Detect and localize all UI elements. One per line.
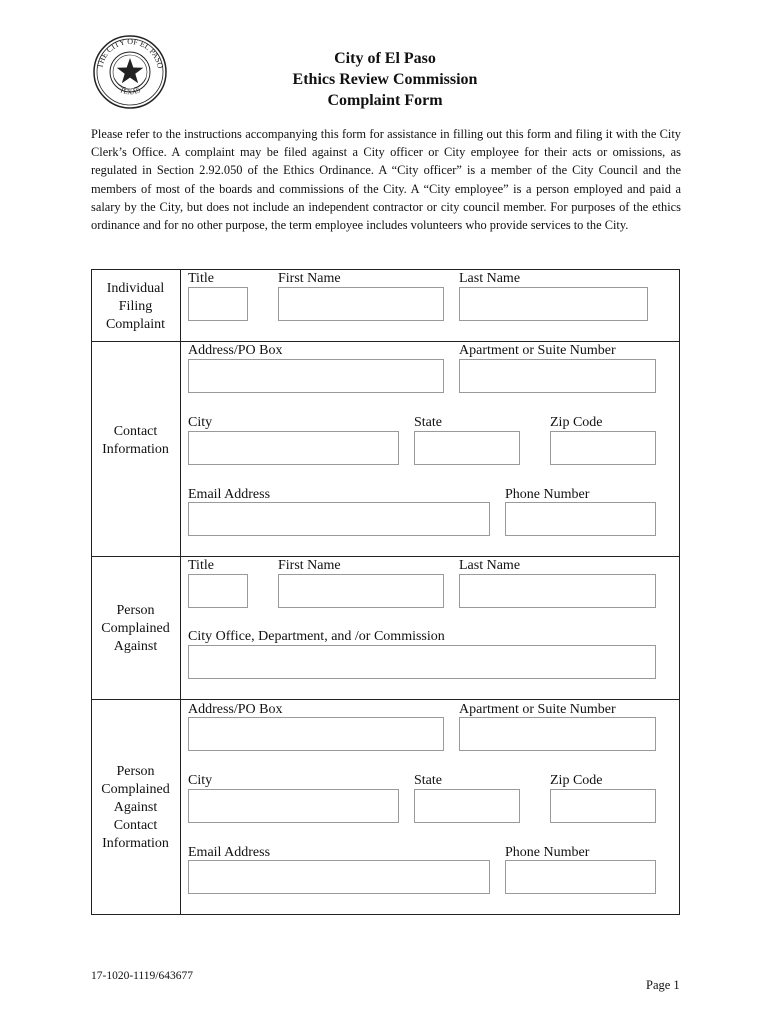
against-title-field[interactable]	[188, 574, 248, 608]
intro-paragraph: Please refer to the instructions accompanying this form for assistance in filling out this form and filing it with the City Clerk’s Office. A complaint may be filed against a City officer or City employee for their acts or omissions, as regulated in Section 2.92.050 of the Ethics Ordinance. A “City officer” is a member of the City Council and the members of most of the boards and commissions of the City. A “City employee” is a person employed and paid a salary by the City, but does not include an independent contractor or city council member. For purposes of the ethics ordinance and for no other purpose, the term employee includes volunteers who provide services to the City.	[91, 127, 681, 233]
section-label-filer: Individual Filing Complaint	[105, 281, 166, 332]
section-label-against-contact: Person Complained Against Contact Information	[101, 764, 170, 851]
city-seal-logo	[92, 34, 168, 110]
contact-apt-input[interactable]	[460, 360, 655, 392]
seal-ring-top-text: THE CITY OF EL PASO	[95, 36, 165, 70]
against-zip-label: Zip Code	[550, 773, 603, 788]
against-first-name-field[interactable]	[278, 574, 444, 608]
against-apt-input[interactable]	[460, 718, 655, 750]
against-email-field[interactable]	[188, 860, 490, 894]
header-city: City of El Paso	[334, 50, 436, 67]
section-label-against: Person Complained Against	[101, 603, 170, 654]
against-title-label: Title	[188, 558, 214, 573]
against-phone-input[interactable]	[506, 861, 655, 893]
contact-zip-label: Zip Code	[550, 415, 603, 430]
against-state-label: State	[414, 773, 442, 788]
contact-phone-field[interactable]	[505, 502, 656, 536]
against-zip-input[interactable]	[551, 790, 655, 822]
contact-state-label: State	[414, 415, 442, 430]
page-number: Page 1	[646, 978, 680, 992]
filer-last-name-label: Last Name	[459, 271, 521, 286]
filer-title-label: Title	[188, 271, 214, 286]
against-last-name-input[interactable]	[460, 575, 655, 607]
against-address-label: Address/PO Box	[188, 702, 283, 717]
against-city-field[interactable]	[188, 789, 399, 823]
star-icon	[117, 58, 144, 83]
filer-first-name-field[interactable]	[278, 287, 444, 321]
contact-state-field[interactable]	[414, 431, 520, 465]
against-email-label: Email Address	[188, 845, 271, 860]
contact-apt-label: Apartment or Suite Number	[459, 343, 616, 358]
contact-zip-input[interactable]	[551, 432, 655, 464]
filer-last-name-input[interactable]	[460, 288, 647, 320]
contact-state-input[interactable]	[415, 432, 519, 464]
svg-text:TEXAS	[118, 86, 141, 96]
against-office-input[interactable]	[189, 646, 655, 678]
contact-phone-input[interactable]	[506, 503, 655, 535]
contact-apt-field[interactable]	[459, 359, 656, 393]
row-divider	[91, 341, 680, 342]
against-zip-field[interactable]	[550, 789, 656, 823]
against-address-input[interactable]	[189, 718, 443, 750]
against-apt-field[interactable]	[459, 717, 656, 751]
contact-email-label: Email Address	[188, 487, 271, 502]
contact-zip-field[interactable]	[550, 431, 656, 465]
against-office-label: City Office, Department, and /or Commission	[188, 629, 445, 644]
against-first-name-input[interactable]	[279, 575, 443, 607]
against-last-name-field[interactable]	[459, 574, 656, 608]
row-divider	[91, 699, 680, 700]
against-state-input[interactable]	[415, 790, 519, 822]
contact-city-label: City	[188, 415, 213, 430]
row-divider	[91, 556, 680, 557]
against-email-input[interactable]	[189, 861, 489, 893]
filer-title-input[interactable]	[189, 288, 247, 320]
against-phone-field[interactable]	[505, 860, 656, 894]
header-commission: Ethics Review Commission	[292, 71, 478, 88]
against-address-field[interactable]	[188, 717, 444, 751]
against-city-label: City	[188, 773, 213, 788]
against-title-input[interactable]	[189, 575, 247, 607]
against-phone-label: Phone Number	[505, 845, 590, 860]
document-id: 17-1020-1119/643677	[91, 970, 194, 982]
against-apt-label: Apartment or Suite Number	[459, 702, 616, 717]
contact-address-field[interactable]	[188, 359, 444, 393]
contact-email-field[interactable]	[188, 502, 490, 536]
contact-city-input[interactable]	[189, 432, 398, 464]
against-city-input[interactable]	[189, 790, 398, 822]
contact-city-field[interactable]	[188, 431, 399, 465]
contact-address-label: Address/PO Box	[188, 343, 283, 358]
against-first-name-label: First Name	[278, 558, 341, 573]
against-last-name-label: Last Name	[459, 558, 521, 573]
filer-first-name-input[interactable]	[279, 288, 443, 320]
section-label-contact: Contact Information	[102, 424, 169, 457]
header-form-title: Complaint Form	[327, 92, 443, 109]
contact-address-input[interactable]	[189, 360, 443, 392]
form-column-divider	[180, 269, 181, 915]
filer-last-name-field[interactable]	[459, 287, 648, 321]
seal-ring-bottom-text: TEXAS	[118, 86, 142, 97]
filer-title-field[interactable]	[188, 287, 248, 321]
contact-phone-label: Phone Number	[505, 487, 590, 502]
filer-first-name-label: First Name	[278, 271, 341, 286]
contact-email-input[interactable]	[189, 503, 489, 535]
against-office-field[interactable]	[188, 645, 656, 679]
form-header	[185, 48, 585, 111]
against-state-field[interactable]	[414, 789, 520, 823]
